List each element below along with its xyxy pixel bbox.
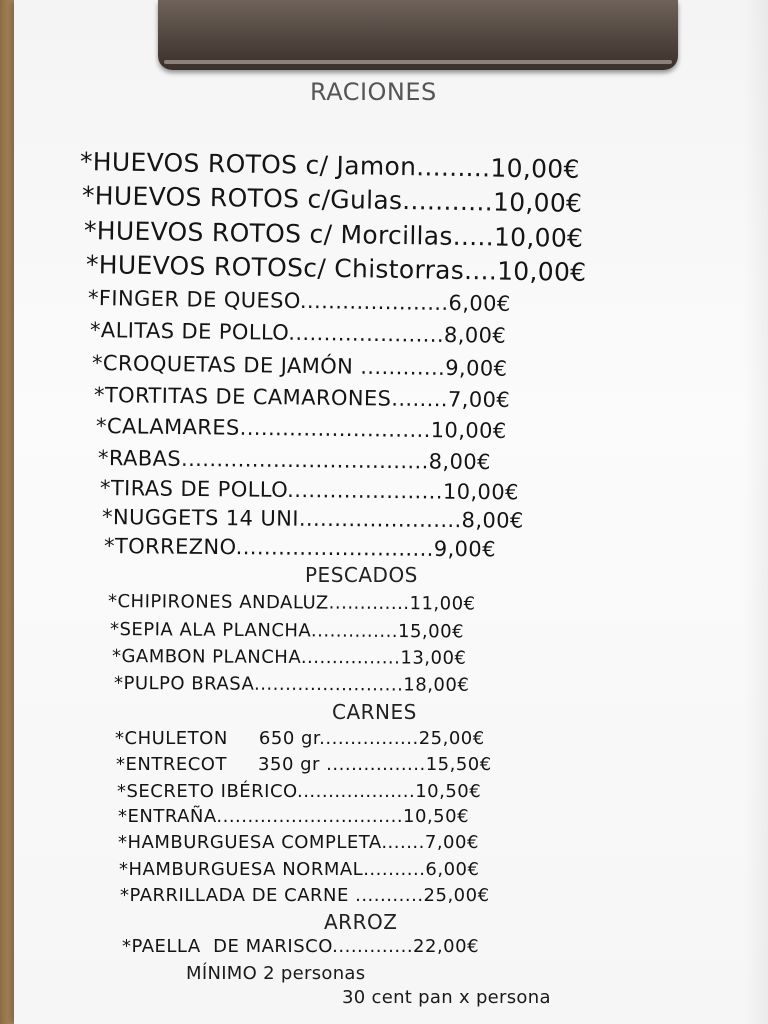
menu-item: *CHULETON 650 gr................25,00€ (115, 728, 485, 749)
menu-item: *CHIPIRONES ANDALUZ.............11,00€ (107, 591, 476, 615)
minimum-note: MÍNIMO 2 personas (186, 963, 366, 984)
menu-item: *HUEVOS ROTOS c/ Jamon.........10,00€ (79, 147, 580, 184)
menu-item: *ENTRECOT 350 gr ................15,50€ (116, 754, 492, 775)
menu-item: *PARRILLADA DE CARNE ...........25,00€ (120, 885, 490, 906)
menu-item: *TIRAS DE POLLO......................10,00€ (99, 476, 519, 505)
menu-item: *GAMBON PLANCHA................13,00€ (111, 646, 467, 669)
menu-item: *TORTITAS DE CAMARONES........7,00€ (93, 383, 511, 413)
menu-item: *HAMBURGUESA COMPLETA.......7,00€ (118, 832, 479, 853)
menu-item: *ENTRAÑA..............................10,50€ (118, 806, 470, 827)
section-title-pescados: PESCADOS (305, 563, 418, 587)
menu-item: *PAELLA DE MARISCO.............22,00€ (122, 936, 480, 957)
clipboard-clip (158, 0, 678, 70)
menu-item: *RABAS...................................8,00€ (97, 446, 491, 475)
menu-item: *CALAMARES...........................10,00€ (95, 414, 507, 444)
menu-item: *SECRETO IBÉRICO...................10,50€ (117, 781, 482, 802)
section-title-raciones: RACIONES (310, 78, 437, 106)
menu-item: *HUEVOS ROTOS c/Gulas...........10,00€ (81, 181, 583, 218)
menu-item: *ALITAS DE POLLO......................8,00€ (89, 318, 507, 348)
bread-charge-note: 30 cent pan x persona (342, 987, 551, 1008)
menu-item: *NUGGETS 14 UNI.......................8,00€ (101, 505, 524, 533)
menu-item: *HUEVOS ROTOSc/ Chistorras....10,00€ (85, 250, 587, 287)
menu-item: *PULPO BRASA........................18,00€ (113, 673, 470, 696)
menu-item: *HUEVOS ROTOS c/ Morcillas.....10,00€ (83, 216, 584, 253)
menu-item: *FINGER DE QUESO.....................6,00€ (87, 286, 511, 316)
section-title-arroz: ARROZ (324, 910, 398, 934)
menu-item: *TORREZNO............................9,00€ (103, 534, 497, 562)
section-title-carnes: CARNES (332, 700, 417, 724)
menu-item: *HAMBURGUESA NORMAL..........6,00€ (119, 859, 480, 880)
menu-item: *CROQUETAS DE JAMÓN ............9,00€ (91, 351, 508, 381)
menu-item: *SEPIA ALA PLANCHA..............15,00€ (109, 619, 465, 643)
